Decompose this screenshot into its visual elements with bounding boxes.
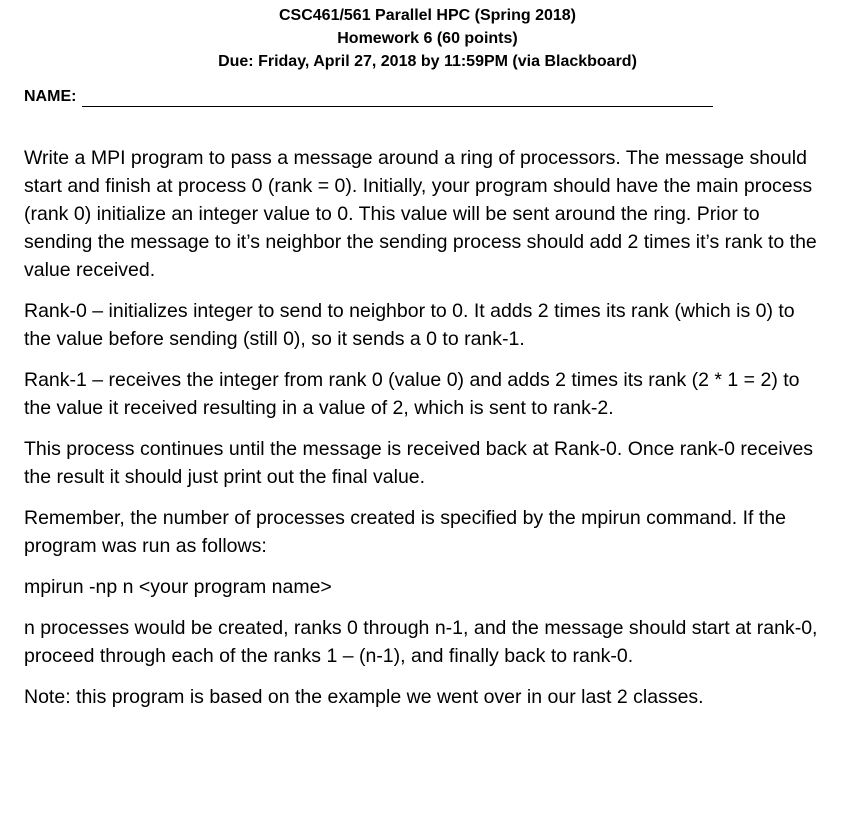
intro-paragraph: Write a MPI program to pass a message around a ring of processors. The message should start and finish at process 0 (rank = 0). Initially, your program should have the main process (rank 0) initialize an integer value to 0. This value will be sent around the ring. Prior to sending the message to it’s neighbor the sending process should add 2 times it’s rank to the value received. <box>24 147 817 281</box>
note-paragraph: Note: this program is based on the example we went over in our last 2 classes. <box>24 686 704 708</box>
remember-paragraph: Remember, the number of processes created is specified by the mpirun command. If the program was run as follows: <box>24 507 786 557</box>
assignment-body <box>24 144 824 724</box>
homework-title: Homework 6 (60 points) <box>337 30 518 47</box>
course-title: CSC461/561 Parallel HPC (Spring 2018) <box>278 7 577 24</box>
continue-paragraph: This process continues until the message is received back at Rank-0. Once rank-0 receives the result it should just print out the final value. <box>24 438 814 488</box>
name-label: NAME: <box>24 88 77 105</box>
name-blank-line <box>82 90 713 107</box>
name-field <box>24 87 713 107</box>
due-date: Due: Friday, April 27, 2018 by 11:59PM (via Blackboard) <box>218 53 637 70</box>
rank1-paragraph: Rank-1 – receives the integer from rank 0 (value 0) and adds 2 times its rank (2 * 1 = 2) to the value it received resulting in a value of 2, which is sent to rank-2. <box>24 369 800 419</box>
rank0-paragraph: Rank-0 – initializes integer to send to neighbor to 0. It adds 2 times its rank (which is 0) to the value before sending (still 0), so it sends a 0 to rank-1. <box>24 300 795 350</box>
ranks-paragraph: n processes would be created, ranks 0 through n-1, and the message should start at rank-0, proceed through each of the ranks 1 – (n-1), and finally back to rank-0. <box>24 617 818 667</box>
command-line: mpirun -np n <your program name> <box>24 576 332 598</box>
